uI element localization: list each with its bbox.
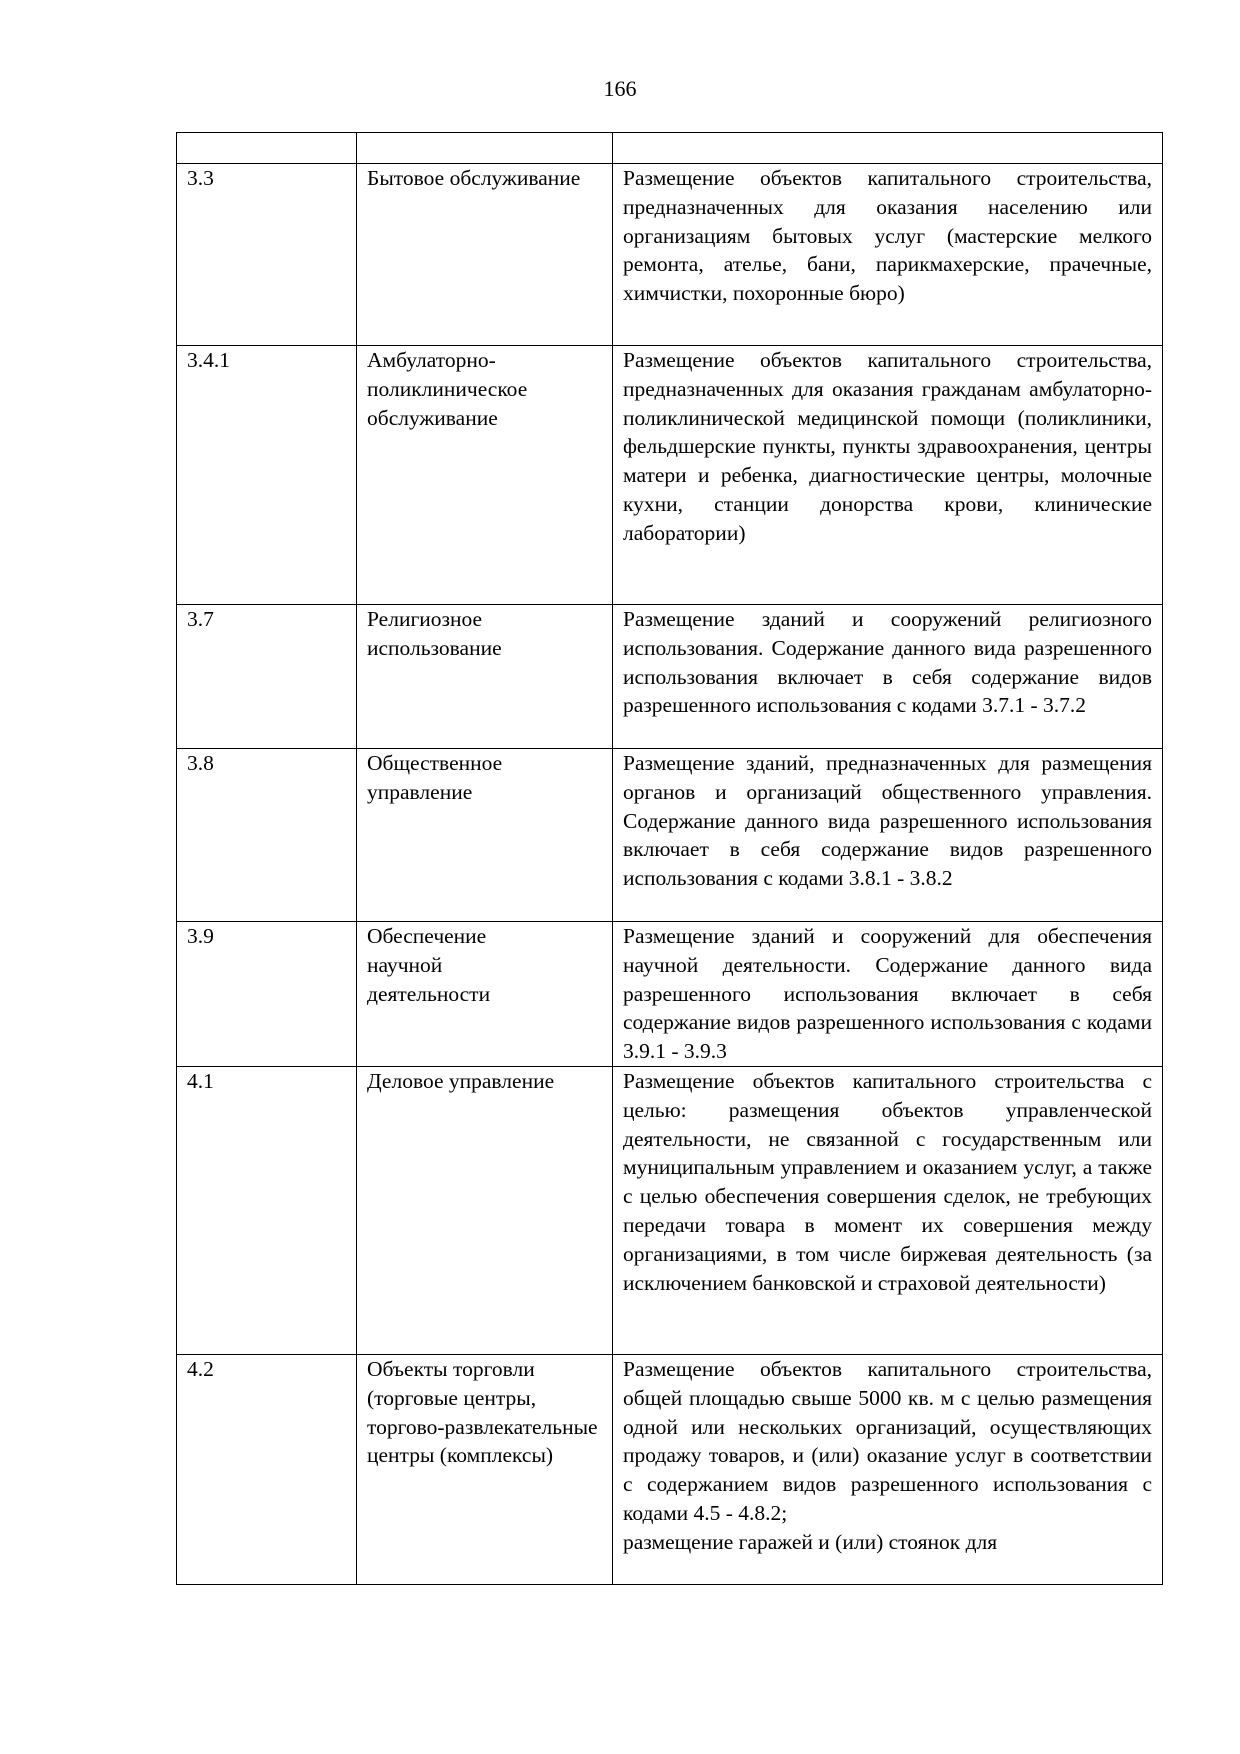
table-row <box>177 346 1163 605</box>
table-row <box>177 164 1163 346</box>
table-row <box>177 749 1163 922</box>
row-code: 3.9 <box>177 922 357 1067</box>
row-description: Размещение зданий и сооружений религиозного использования. Содержание данного вида разрешенного использования включает в себя содержание видов разрешенного использования с кодами 3.7.1 - 3.7.2 <box>613 605 1163 749</box>
table-row <box>177 1355 1163 1585</box>
table-row <box>177 922 1163 1067</box>
row-name: Деловое управление <box>357 1067 613 1355</box>
table-header-row <box>177 133 1163 164</box>
row-code: 3.4.1 <box>177 346 357 605</box>
row-code: 3.7 <box>177 605 357 749</box>
row-name: Общественное управление <box>357 749 613 922</box>
row-description: Размещение объектов капитального строительства с целью: размещения объектов управленческой деятельности, не связанной с государственным или муниципальным управлением и оказанием услуг, а также с целью обеспечения совершения сделок, не требующих передачи товара в момент их совершения между организациями, в том числе биржевая деятельность (за исключением банковской и страховой деятельности) <box>613 1067 1163 1355</box>
table-row <box>177 605 1163 749</box>
row-code: 3.8 <box>177 749 357 922</box>
row-description: Размещение объектов капитального строительства, предназначенных для оказания гражданам амбулаторно-поликлинической медицинской помощи (поликлиники, фельдшерские пункты, пункты здравоохранения, центры матери и ребенка, диагностические центры, молочные кухни, станции донорства крови, клинические лаборатории) <box>613 346 1163 605</box>
row-name: Религиозное использование <box>357 605 613 749</box>
row-description: Размещение объектов капитального строительства, предназначенных для оказания населению или организациям бытовых услуг (мастерские мелкого ремонта, ателье, бани, парикмахерские, прачечные, химчистки, похоронные бюро) <box>613 164 1163 346</box>
row-code: 3.3 <box>177 164 357 346</box>
row-name: Бытовое обслуживание <box>357 164 613 346</box>
row-description: Размещение объектов капитального строительства, общей площадью свыше 5000 кв. м с целью размещения одной или нескольких организаций, осуществляющих продажу товаров, и (или) оказание услуг в соответствии с содержанием видов разрешенного использования с кодами 4.5 - 4.8.2; размещение гаражей и (или) стоянок для <box>613 1355 1163 1585</box>
row-description: Размещение зданий, предназначенных для размещения органов и организаций общественного управления. Содержание данного вида разрешенного использования включает в себя содержание видов разрешенного использования с кодами 3.8.1 - 3.8.2 <box>613 749 1163 922</box>
table-row <box>177 1067 1163 1355</box>
row-code: 4.2 <box>177 1355 357 1585</box>
row-name: Обеспечение научной деятельности <box>357 922 613 1067</box>
row-description: Размещение зданий и сооружений для обеспечения научной деятельности. Содержание данного вида разрешенного использования включает в себя содержание видов разрешенного использования с кодами 3.9.1 - 3.9.3 <box>613 922 1163 1067</box>
row-code: 4.1 <box>177 1067 357 1355</box>
land-use-table <box>176 132 1163 1585</box>
page-number: 166 <box>603 76 637 101</box>
row-name: Амбулаторно-поликлиническое обслуживание <box>357 346 613 605</box>
row-name: Объекты торговли (торговые центры, торгово-развлекательные центры (комплексы) <box>357 1355 613 1585</box>
